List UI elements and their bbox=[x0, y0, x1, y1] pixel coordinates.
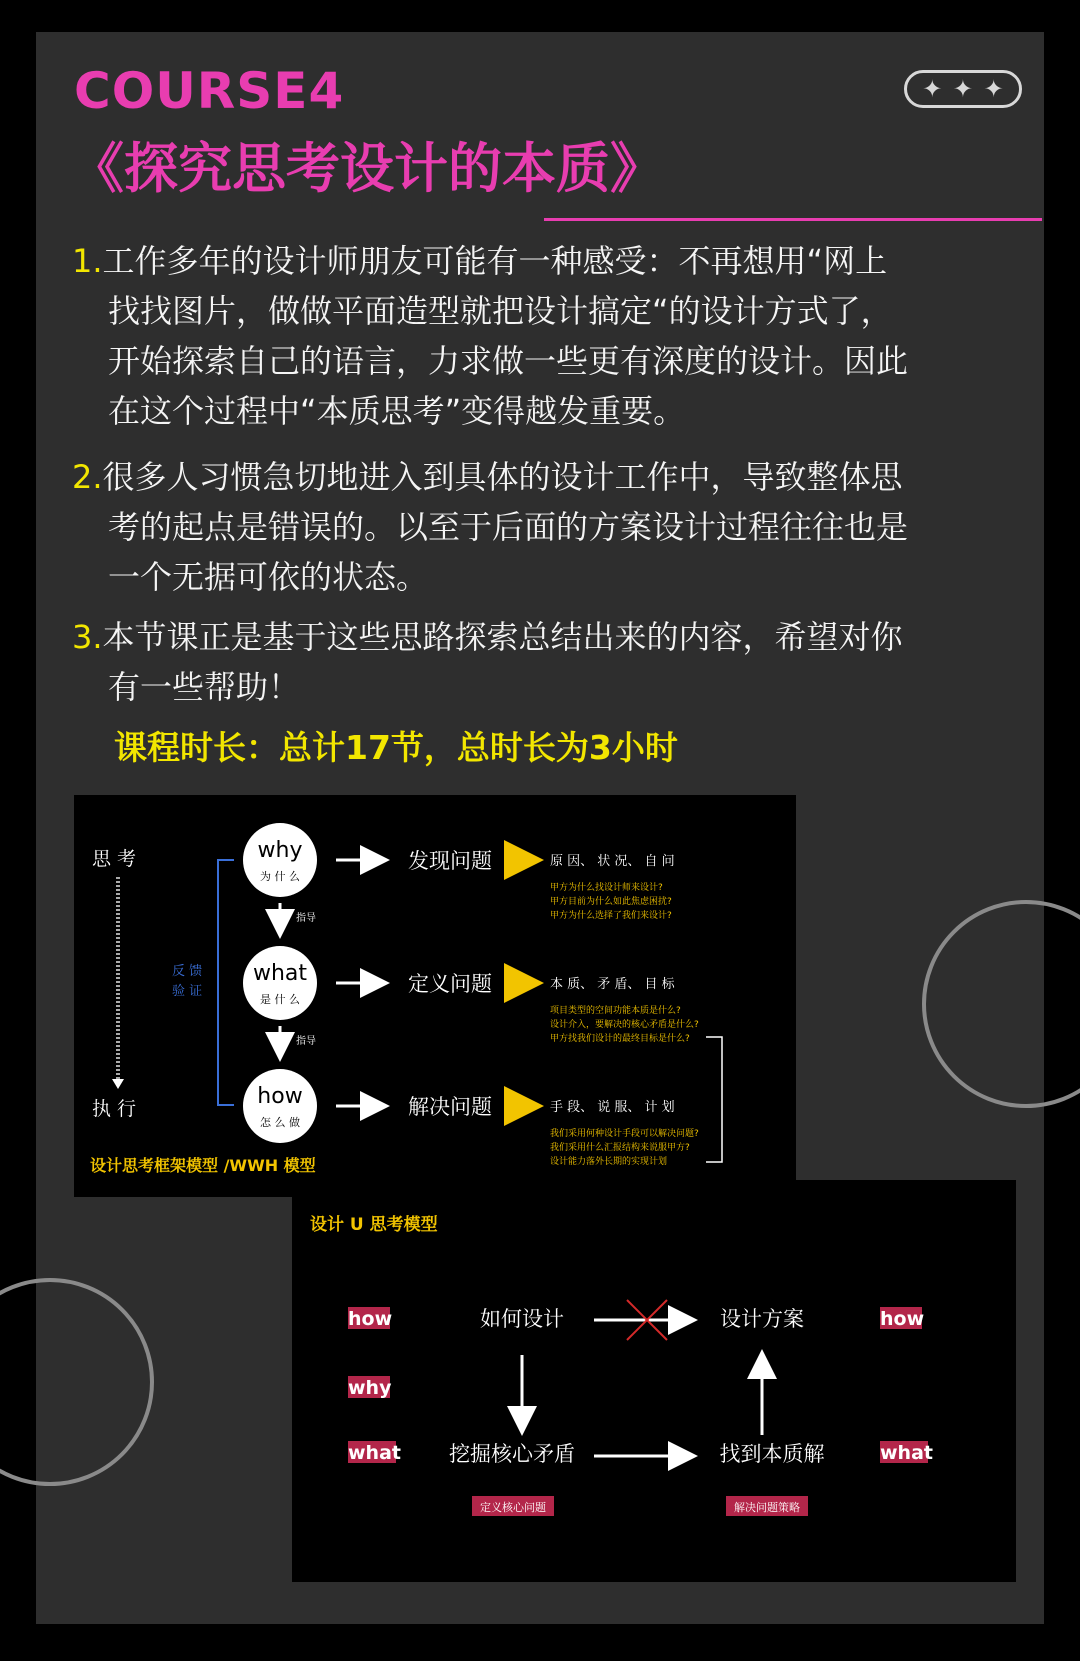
right-tag: what bbox=[880, 1442, 933, 1464]
wwh-diagram-svg bbox=[74, 795, 796, 1197]
paragraph-line: 工作多年的设计师朋友可能有一种感受：不再想用“网上 bbox=[102, 242, 888, 280]
step-label: 解决问题 bbox=[408, 1095, 492, 1119]
paragraph-line: 在这个过程中“本质思考”变得越发重要。 bbox=[108, 392, 686, 430]
step-keys: 原 因、 状 况、 自 问 bbox=[550, 854, 675, 869]
paragraph-number: 2. bbox=[72, 458, 103, 496]
node-cn: 为 什 么 bbox=[260, 870, 300, 883]
left-tag: how bbox=[348, 1308, 393, 1330]
u-diagram bbox=[292, 1180, 1016, 1582]
step-keys: 本 质、 矛 盾、 目 标 bbox=[550, 977, 675, 992]
node-dig-conflict: 挖掘核心矛盾 bbox=[449, 1442, 575, 1466]
title-divider bbox=[544, 218, 1042, 221]
node-how-design: 如何设计 bbox=[480, 1307, 564, 1331]
paragraph-3 bbox=[72, 612, 1022, 712]
guide-label: 指导 bbox=[296, 913, 316, 924]
axis-arrow-icon bbox=[112, 1079, 124, 1089]
u-diagram-svg bbox=[292, 1180, 1016, 1582]
node-en: how bbox=[257, 1084, 303, 1109]
paragraph-line: 本节课正是基于这些思路探索总结出来的内容，希望对你 bbox=[102, 618, 903, 656]
node-en: what bbox=[252, 961, 308, 986]
node-cn: 怎 么 做 bbox=[260, 1116, 300, 1129]
step-note: 项目类型的空间功能本质是什么? bbox=[550, 1006, 681, 1016]
left-tag: what bbox=[348, 1442, 401, 1464]
wwh-node-how bbox=[243, 1069, 317, 1143]
wwh-row-1 bbox=[336, 849, 675, 921]
step-note: 甲方为什么找设计师来设计? bbox=[550, 883, 663, 893]
star-icon: ✦ bbox=[922, 75, 943, 103]
paragraph-line: 一个无据可依的状态。 bbox=[108, 558, 429, 596]
right-tag: how bbox=[880, 1308, 925, 1330]
step-note: 甲方找我们设计的最终目标是什么? bbox=[550, 1034, 690, 1044]
paragraph-line: 开始探索自己的语言，力求做一些更有深度的设计。因此 bbox=[108, 342, 909, 380]
step-note: 设计能力落外长期的实现计划 bbox=[550, 1157, 668, 1167]
exec-label: 执 行 bbox=[92, 1098, 137, 1120]
step-label: 发现问题 bbox=[408, 849, 492, 873]
paragraph-2 bbox=[72, 452, 1022, 602]
node-design-plan: 设计方案 bbox=[720, 1307, 804, 1331]
feedback-label: 反 馈 bbox=[172, 964, 203, 979]
paragraph-number: 3. bbox=[72, 618, 103, 656]
step-note: 我们采用什么汇报结构来说服甲方? bbox=[550, 1143, 690, 1153]
step-note: 我们采用何种设计手段可以解决问题? bbox=[550, 1129, 699, 1139]
feedback-bracket bbox=[218, 860, 234, 1105]
paragraph-line: 有一些帮助！ bbox=[108, 668, 301, 706]
verify-label: 验 证 bbox=[172, 984, 203, 999]
course-duration: 课程时长：总计17节，总时长为3小时 bbox=[114, 728, 678, 767]
step-note: 设计介入，要解决的核心矛盾是什么? bbox=[550, 1020, 699, 1030]
node-en: why bbox=[257, 838, 303, 863]
wwh-node-why bbox=[243, 823, 317, 897]
paragraph-line: 很多人习惯急切地进入到具体的设计工作中，导致整体思 bbox=[102, 458, 903, 496]
wwh-diagram bbox=[74, 795, 796, 1197]
star-icon: ✦ bbox=[952, 75, 974, 103]
paragraph-1 bbox=[72, 236, 1022, 436]
node-find-essence: 找到本质解 bbox=[719, 1442, 825, 1466]
u-title: 设计 U 思考模型 bbox=[310, 1215, 438, 1235]
step-note: 甲方为什么选择了我们来设计? bbox=[550, 911, 672, 921]
think-label: 思 考 bbox=[92, 848, 137, 870]
guide-label: 指导 bbox=[296, 1036, 316, 1047]
star-icon: ✦ bbox=[983, 75, 1004, 103]
notes-bracket bbox=[706, 1037, 722, 1162]
sub-label-left: 定义核心问题 bbox=[480, 1501, 546, 1514]
course-label: COURSE4 bbox=[74, 62, 345, 120]
step-keys: 手 段、 说 服、 计 划 bbox=[550, 1100, 675, 1115]
step-note: 甲方目前为什么如此焦虑困扰? bbox=[550, 897, 672, 907]
step-label: 定义问题 bbox=[408, 972, 492, 996]
paragraph-line: 考的起点是错误的。以至于后面的方案设计过程往往也是 bbox=[108, 508, 909, 546]
course-title: 《探究思考设计的本质》 bbox=[70, 137, 664, 200]
paragraph-number: 1. bbox=[72, 242, 103, 280]
stars-badge bbox=[904, 70, 1022, 108]
left-tag: why bbox=[348, 1377, 392, 1399]
sub-label-right: 解决问题策略 bbox=[734, 1501, 800, 1514]
paragraph-line: 找找图片，做做平面造型就把设计搞定“的设计方式了， bbox=[108, 292, 893, 330]
wwh-node-what bbox=[243, 946, 317, 1020]
wwh-caption: 设计思考框架模型 /WWH 模型 bbox=[90, 1156, 316, 1175]
node-cn: 是 什 么 bbox=[260, 993, 300, 1006]
wwh-row-3 bbox=[336, 1095, 699, 1167]
wwh-row-2 bbox=[336, 972, 699, 1044]
